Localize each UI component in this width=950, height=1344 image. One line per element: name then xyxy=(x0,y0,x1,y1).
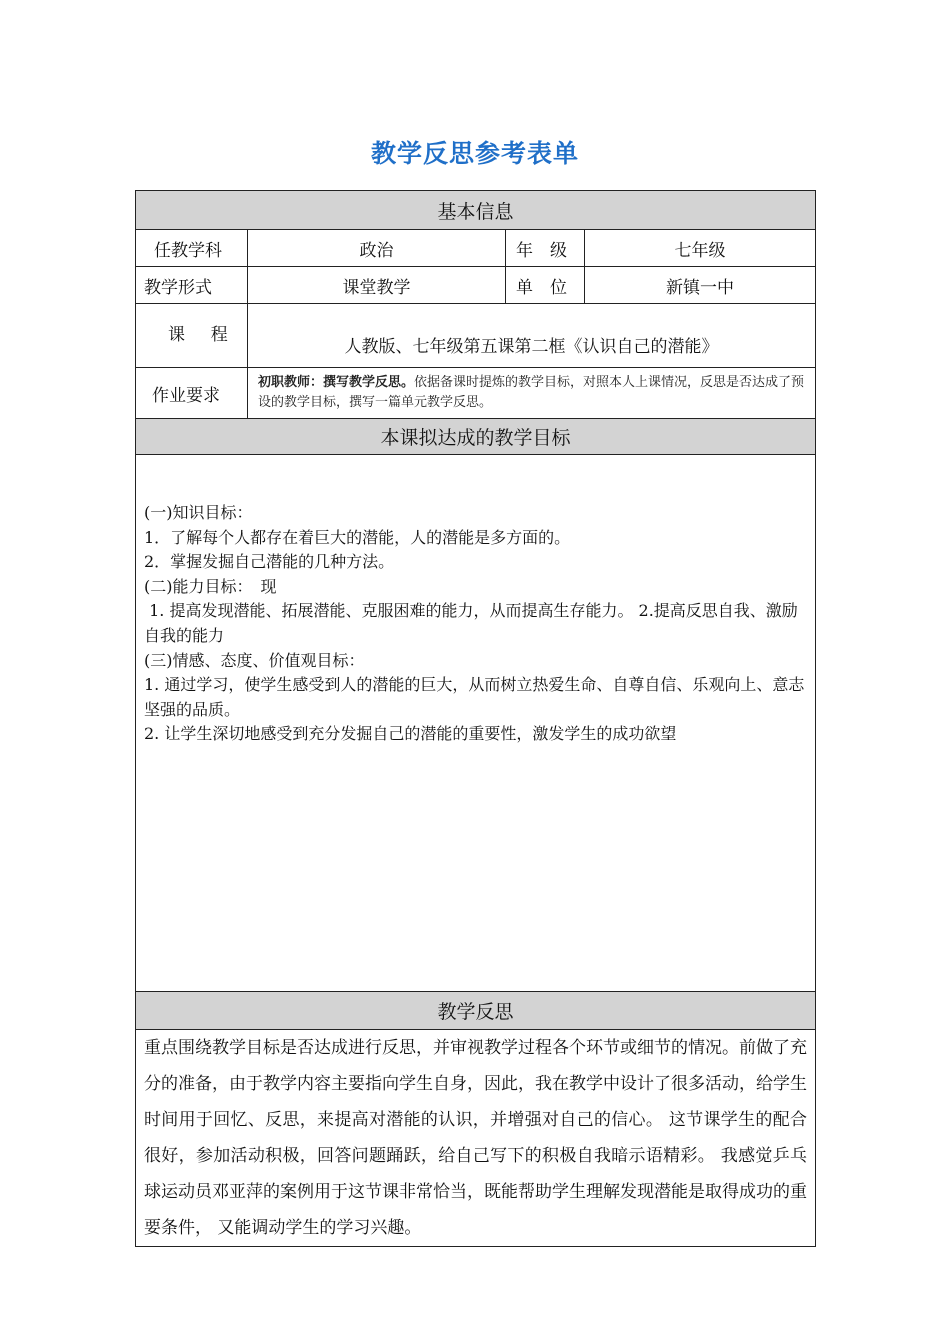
subject-value: 政治 xyxy=(248,230,506,267)
goal-line: 1. 通过学习，使学生感受到人的潜能的巨大，从而树立热爱生命、自尊自信、乐观向上、意志坚强的品质。 xyxy=(144,675,805,719)
homework-label: 作业要求 xyxy=(136,368,248,419)
teaching-form-label: 教学形式 xyxy=(136,267,248,304)
goal-line: 1．了解每个人都存在着巨大的潜能，人的潜能是多方面的。 xyxy=(144,527,571,547)
goal-line: 2．掌握发掘自己潜能的几种方法。 xyxy=(144,552,395,572)
goals-header: 本课拟达成的教学目标 xyxy=(136,419,816,455)
course-value: 人教版、七年级第五课第二框《认识自己的潜能》 xyxy=(248,304,816,368)
homework-text: 依据备课时提炼的教学目标，对照本人上课情况，反思是否达成了预设的教学目标，撰写一篇单元教学反思。 xyxy=(258,375,805,410)
goal-line: 2. 让学生深切地感受到充分发掘自己的潜能的重要性，激发学生的成功欲望 xyxy=(144,724,677,744)
goal-line: (二)能力目标： 现 xyxy=(144,576,277,596)
goal-line: (一)知识目标： xyxy=(144,503,253,522)
grade-label: 年 级 xyxy=(506,230,585,267)
reflection-form-table xyxy=(135,190,816,1247)
reflection-header: 教学反思 xyxy=(136,992,816,1030)
goal-line: 1. 提高发现潜能、拓展潜能、克服困难的能力，从而提高生存能力。 2.提高反思自我、激励自我的能力 xyxy=(144,601,798,645)
subject-label: 任教学科 xyxy=(136,230,248,267)
goals-content xyxy=(136,455,816,992)
homework-requirement xyxy=(248,368,816,419)
goal-line: (三)情感、态度、价值观目标： xyxy=(144,650,365,670)
document-title: 教学反思参考表单 xyxy=(370,139,579,168)
grade-value: 七年级 xyxy=(585,230,816,267)
unit-value: 新镇一中 xyxy=(585,267,816,304)
homework-bold-text: 初职教师：撰写教学反思。 xyxy=(258,375,415,390)
reflection-content: 重点围绕教学目标是否达成进行反思，并审视教学过程各个环节或细节的情况。前做了充分的准备，由于教学内容主要指向学生自身，因此，我在教学中设计了很多活动，给学生时间用于回忆、反思，来提高对潜能的认识，并增强对自己的信心。 这节课学生的配合很好，参加活动积极，回答问题踊跃，给自己写下的积极自我暗示语精彩。 我感觉乒乓球运动员邓亚萍的案例用于这节课非常恰当，既能帮助学生理解发现潜能是取得成功的重要条件， 又能调动学生的学习兴趣。 xyxy=(136,1030,816,1247)
teaching-form-value: 课堂教学 xyxy=(248,267,506,304)
course-label: 课 程 xyxy=(136,304,248,368)
unit-label: 单 位 xyxy=(506,267,585,304)
basic-info-header: 基本信息 xyxy=(136,191,816,230)
